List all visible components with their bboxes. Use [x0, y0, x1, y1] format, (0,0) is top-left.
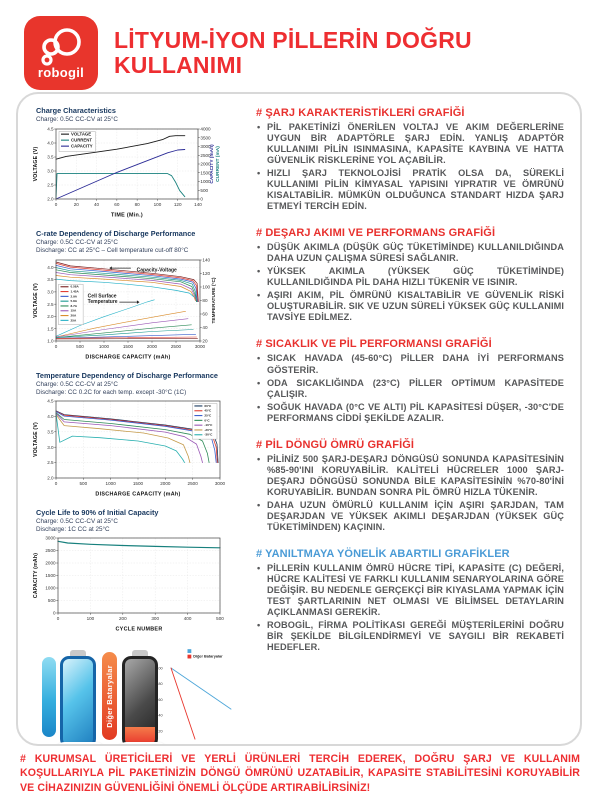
cycle-comparison-mini-chart: [152, 647, 240, 746]
svg-text:1000: 1000: [98, 343, 110, 349]
svg-text:15A: 15A: [70, 308, 77, 313]
bullet-item: • DÜŞÜK AKIMLA (DÜŞÜK GÜÇ TÜKETİMİNDE) KULLANILDIĞINDA DAHA UZUN ÇALIŞMA SÜRESİ SAĞLANIR.: [256, 242, 564, 264]
logo-circles-icon: [37, 27, 85, 67]
svg-text:0: 0: [56, 616, 60, 622]
svg-text:500: 500: [47, 598, 56, 604]
svg-text:2.0: 2.0: [47, 196, 54, 202]
chart-c-rate-discharge: [30, 229, 248, 364]
svg-text:3.5: 3.5: [47, 154, 54, 160]
svg-text:CURRENT: CURRENT: [71, 137, 93, 143]
svg-text:3000: 3000: [214, 480, 226, 486]
section-bullets: [256, 563, 564, 653]
svg-text:100: 100: [202, 284, 211, 290]
svg-text:5.8A: 5.8A: [70, 298, 78, 303]
chart-charge-characteristics: [30, 106, 248, 223]
svg-text:20: 20: [158, 729, 163, 734]
info-section: [256, 338, 564, 423]
svg-text:2500: 2500: [45, 548, 56, 554]
svg-text:1.45A: 1.45A: [70, 289, 79, 294]
svg-text:100: 100: [156, 666, 163, 671]
info-section: [256, 107, 564, 212]
svg-text:CAPACITY (mAh): CAPACITY (mAh): [33, 553, 39, 599]
chart-title: Temperature Dependency of Discharge Performance: [36, 370, 218, 380]
other-battery-label: Diğer Bataryalar: [105, 664, 114, 728]
svg-text:40: 40: [94, 201, 100, 207]
svg-text:80: 80: [134, 201, 140, 207]
info-section: [256, 439, 564, 533]
svg-text:CYCLE NUMBER: CYCLE NUMBER: [115, 626, 163, 633]
svg-text:2.0: 2.0: [47, 313, 54, 319]
svg-text:1500: 1500: [122, 343, 134, 349]
svg-text:3000: 3000: [194, 343, 206, 349]
chart-cycle-life: [30, 508, 248, 637]
c-rate-chart-plot: [32, 256, 248, 365]
svg-text:2000: 2000: [200, 161, 211, 167]
info-section: [256, 227, 564, 323]
svg-text:80: 80: [158, 682, 163, 687]
svg-text:60: 60: [114, 201, 120, 207]
svg-text:0: 0: [54, 201, 58, 207]
bullet-item: • ROBOGİL, FİRMA POLİTİKASI GEREĞİ MÜŞTERİLERİNİ DOĞRU BİR ŞEKİLDE BİLGİLENDİRMEYİ VE SAYGILI BİR REKABETİ HEDEFLER.: [256, 620, 564, 653]
svg-text:DISCHARGE CAPACITY (mAh): DISCHARGE CAPACITY (mAh): [85, 354, 171, 360]
svg-text:2500: 2500: [187, 480, 198, 486]
chart-temperature-dependency: [30, 371, 248, 502]
page-title-line2: KULLANIMI: [114, 52, 243, 78]
svg-text:500: 500: [216, 616, 224, 622]
charts-column: [18, 94, 248, 744]
svg-text:20: 20: [202, 338, 208, 344]
chart-subtitle: Charge: 0.5C CC-CV at 25°C: [36, 517, 118, 525]
svg-text:0: 0: [54, 343, 58, 349]
footer-text: # KURUMSAL ÜRETİCİLERİ VE YERLİ ÜRÜNLERİ TERCİH EDEREK, DOĞRU ŞARJ VE KULLANIM KOŞULLARIYLA PİL PAKETİNİZİN DÖNGÜ ÖMRÜNÜ UZATABİLİR, KAPASİTE STABİLİTESİNİ KORUYABİLİR VE CİHAZINIZIN GÜVENLİĞİNİ ÖNEMLİ ÖLÇÜDE ARTIRABİLİRSİNİZ!: [20, 753, 580, 794]
temperature-chart-plot: [32, 397, 248, 502]
bullet-item: • PİLİNİZ 500 ŞARJ-DEŞARJ DÖNGÜSÜ SONUNDA KAPASİTESİNİN %85-90'INI KORUYABİLİR. KALİTELİ HÜCRELER 1000 ŞARJ-DEŞARJ DÖNGÜSÜ SONUNDA BİLE KAPASİTESİNİN %70-80'İNİ KORUYABİLİR. BUNDAN SONRA PİL ÖMRÜ HIZLA TÜKENİR.: [256, 454, 564, 498]
section-bullets: [256, 353, 564, 423]
battery-comparison: [30, 645, 248, 746]
bullet-item: • AŞIRI AKIM, PİL ÖMRÜNÜ KISALTABİLİR VE GÜVENLİK RİSKİ OLUŞTURABİLİR. SIK VE UZUN SÜRELİ YÜKSEK GÜÇ KULLANIMI TAVSİYE EDİLMEZ.: [256, 290, 564, 323]
chart-subtitle: Charge: 0.5C CC-CV at 25°C: [36, 116, 118, 123]
svg-text:VOLTAGE (V): VOLTAGE (V): [33, 282, 39, 318]
svg-text:500: 500: [200, 188, 209, 194]
chart-title: C-rate Dependency of Discharge Performance: [36, 229, 196, 239]
svg-text:2500: 2500: [170, 343, 182, 349]
svg-text:0°C: 0°C: [204, 418, 210, 423]
svg-text:-20°C: -20°C: [204, 427, 213, 432]
svg-text:VOLTAGE (V): VOLTAGE (V): [33, 146, 39, 182]
svg-text:1500: 1500: [200, 170, 211, 176]
svg-text:3.0: 3.0: [47, 444, 54, 450]
svg-text:500: 500: [76, 343, 84, 349]
svg-text:2000: 2000: [45, 560, 56, 566]
text-column: [248, 94, 580, 744]
bullet-item: • SOĞUK HAVADA (0°C VE ALTI) PİL KAPASİTESİ DÜŞER, -30°C'DE PERFORMANS CİDDİ ŞEKİLDE AZALIR.: [256, 402, 564, 424]
chart-subtitle: Discharge: 1C CC at 25°C: [36, 526, 110, 534]
svg-text:CAPACITY: CAPACITY: [71, 143, 93, 149]
svg-text:8.7A: 8.7A: [70, 303, 78, 308]
svg-text:CAPACITY (mAh): CAPACITY (mAh): [210, 144, 215, 184]
svg-text:25A: 25A: [70, 317, 77, 322]
chart-title: Charge Characteristics: [36, 106, 116, 115]
svg-text:4.5: 4.5: [47, 126, 54, 132]
svg-text:40: 40: [158, 713, 163, 718]
section-heading: # YANILTMAYA YÖNELİK ABARTILI GRAFİKLER: [256, 547, 510, 560]
svg-text:Diğer Bataryalar: Diğer Bataryalar: [193, 654, 223, 659]
cycles-count: [117, 745, 167, 746]
svg-text:80: 80: [202, 297, 208, 303]
bullet-item: • HIZLI ŞARJ TEKNOLOJİSİ PRATİK OLSA DA, SÜREKLİ KULLANIMI PİLİN KİMYASAL YAPISINI YIPRATIR VE ÖMRÜNÜ KISALTABİLİR. MÜMKÜN OLDUĞUNCA STANDART HIZDA ŞARJ ETMEYİ TERCİH EDİN.: [256, 168, 564, 212]
svg-text:4.0: 4.0: [47, 264, 54, 270]
section-heading: # DEŞARJ AKIMI VE PERFORMANS GRAFİĞİ: [256, 227, 496, 240]
svg-text:60: 60: [202, 311, 208, 317]
main-panel: [16, 92, 582, 746]
svg-text:-30°C: -30°C: [204, 432, 213, 437]
svg-text:2.5: 2.5: [47, 182, 54, 188]
svg-text:100: 100: [153, 201, 162, 207]
section-bullets: [256, 454, 564, 533]
footer-note: [20, 752, 580, 795]
svg-text:0: 0: [54, 480, 58, 486]
svg-text:1.5: 1.5: [47, 325, 54, 331]
svg-text:3000: 3000: [45, 535, 56, 541]
logo-text: robogil: [37, 64, 85, 80]
svg-text:4000: 4000: [200, 126, 211, 132]
svg-text:2.5: 2.5: [47, 301, 54, 307]
svg-text:DISCHARGE CAPACITY (mAh): DISCHARGE CAPACITY (mAh): [95, 491, 181, 497]
svg-text:2.9A: 2.9A: [70, 293, 78, 298]
svg-text:2000: 2000: [146, 343, 158, 349]
other-battery-bar: [102, 652, 117, 740]
svg-text:60°C: 60°C: [204, 403, 212, 408]
svg-text:140: 140: [194, 201, 202, 207]
svg-text:140: 140: [202, 257, 211, 263]
svg-text:Capacity-Voltage: Capacity-Voltage: [136, 266, 177, 273]
svg-text:-10°C: -10°C: [204, 422, 213, 427]
svg-text:0.58A: 0.58A: [70, 284, 79, 289]
good-battery-bar: [42, 657, 56, 737]
good-battery-cycles-badge: [53, 742, 107, 746]
svg-text:20: 20: [73, 201, 79, 207]
svg-text:3.5: 3.5: [47, 429, 54, 435]
svg-text:4.0: 4.0: [47, 140, 54, 146]
svg-text:400: 400: [183, 616, 192, 622]
page-title-line1: LİTYUM-İYON PİLLERİN DOĞRU: [114, 26, 472, 53]
svg-text:2500: 2500: [200, 153, 211, 159]
chart-subtitle: Discharge: CC 0.2C for each temp. except -30°C (1C): [36, 388, 187, 396]
svg-text:1500: 1500: [132, 480, 144, 486]
chart-subtitle: Charge: 0.5C CC-CV at 25°C: [36, 380, 118, 388]
svg-text:1000: 1000: [45, 585, 56, 591]
svg-text:500: 500: [79, 480, 88, 486]
svg-text:2000: 2000: [160, 480, 171, 486]
battery-body: [60, 656, 96, 746]
svg-text:3.0: 3.0: [47, 168, 54, 174]
svg-text:1500: 1500: [45, 573, 56, 579]
svg-text:45°C: 45°C: [204, 408, 212, 413]
svg-text:200: 200: [118, 616, 127, 622]
bullet-item: • YÜKSEK AKIMLA (YÜKSEK GÜÇ TÜKETİMİNDE) KULLANILDIĞINDA PİL DAHA HIZLI TÜKENİR VE ISINIR.: [256, 266, 564, 288]
section-bullets: [256, 122, 564, 212]
svg-text:3000: 3000: [200, 144, 211, 150]
svg-text:2.0: 2.0: [47, 475, 54, 481]
bullet-item: • DAHA UZUN ÖMÜRLÜ KULLANIM İÇİN AŞIRI ŞARJDAN, TAM DEŞARJDAN VE YÜKSEK AKIMLI DEŞARJDAN (YÜKSEK GÜÇ TÜKETİMİNDEN) KAÇININ.: [256, 500, 564, 533]
svg-text:1.0: 1.0: [47, 338, 54, 344]
section-heading: # SICAKLIK VE PİL PERFORMANSI GRAFİĞİ: [256, 338, 492, 351]
svg-text:3500: 3500: [200, 135, 211, 141]
svg-text:20A: 20A: [70, 313, 77, 318]
svg-text:3.0: 3.0: [47, 289, 54, 295]
svg-text:Temperature: Temperature: [87, 298, 118, 305]
svg-text:40: 40: [202, 324, 208, 330]
svg-text:4.5: 4.5: [47, 398, 54, 404]
svg-text:25°C: 25°C: [204, 413, 212, 418]
svg-text:TIME (Min.): TIME (Min.): [110, 212, 144, 219]
svg-text:3.5: 3.5: [47, 276, 54, 282]
info-section: [256, 548, 564, 653]
section-heading: # PİL DÖNGÜ ÖMRÜ GRAFİĞİ: [256, 438, 415, 451]
svg-text:1000: 1000: [200, 179, 211, 185]
svg-text:120: 120: [173, 201, 182, 207]
bullet-item: • PİLLERİN KULLANIM ÖMRÜ HÜCRE TİPİ, KAPASİTE (C) DEĞERİ, HÜCRE KALİTESİ VE FARKLI KULLANIM SENARYOLARINA GÖRE DEĞİŞİR. BU NEDENLE GERÇEKÇİ BİR KIYASLAMA YAPMAK İÇİN TEST ŞARTLARININ NET OLMASI VE BİLİMSEL DETAYLARIN AÇIKLANMASI GEREKİR.: [256, 563, 564, 618]
svg-text:VOLTAGE (V): VOLTAGE (V): [33, 421, 39, 457]
chart-subtitle: Discharge: CC at 25°C – Cell temperature cut-off 80°C: [36, 247, 189, 255]
svg-text:Cell Surface: Cell Surface: [87, 292, 117, 299]
cycles-count: [55, 745, 105, 746]
svg-text:2.5: 2.5: [47, 460, 54, 466]
good-battery-icon: [60, 650, 96, 746]
svg-text:100: 100: [86, 616, 95, 622]
bullet-item: • ODA SICAKLIĞINDA (23°C) PİLLER OPTİMUM KAPASİTEDE ÇALIŞIR.: [256, 378, 564, 400]
section-heading: # ŞARJ KARAKTERİSTİKLERİ GRAFİĞİ: [256, 107, 465, 119]
chart-title: Cycle Life to 90% of Initial Capacity: [36, 507, 159, 517]
cycle-life-chart-plot: [32, 534, 248, 637]
svg-text:TEMPERATURE (°C): TEMPERATURE (°C): [212, 276, 217, 324]
svg-text:VOLTAGE: VOLTAGE: [71, 131, 92, 137]
charge-chart-plot: [32, 124, 248, 223]
svg-text:60: 60: [158, 698, 163, 703]
svg-text:CURRENT (mA): CURRENT (mA): [216, 146, 222, 183]
chart-subtitle: Charge: 0.5C CC-CV at 25°C: [36, 239, 118, 247]
svg-text:4.0: 4.0: [47, 413, 54, 419]
header: [24, 16, 472, 90]
svg-text:300: 300: [151, 616, 160, 622]
page-title: [114, 28, 472, 79]
svg-text:120: 120: [202, 270, 211, 276]
svg-text:1000: 1000: [105, 480, 116, 486]
robogil-logo: [24, 16, 98, 90]
svg-text:0: 0: [200, 196, 203, 202]
bullet-item: • PİL PAKETİNİZİ ÖNERİLEN VOLTAJ VE AKIM DEĞERLERİNE UYGUN BİR ADAPTÖRLE ŞARJ EDİN. YANLIŞ ADAPTÖR KULLANIMI PİLİN ISINMASINA, KAPASİTE KAYBINA VE HATTA GÜVENLİK RİSKLERİNE YOL AÇABİLİR.: [256, 122, 564, 166]
section-bullets: [256, 242, 564, 323]
bullet-item: • SICAK HAVADA (45-60°C) PİLLER DAHA İYİ PERFORMANS GÖSTERİR.: [256, 353, 564, 375]
svg-text:0: 0: [53, 610, 56, 616]
